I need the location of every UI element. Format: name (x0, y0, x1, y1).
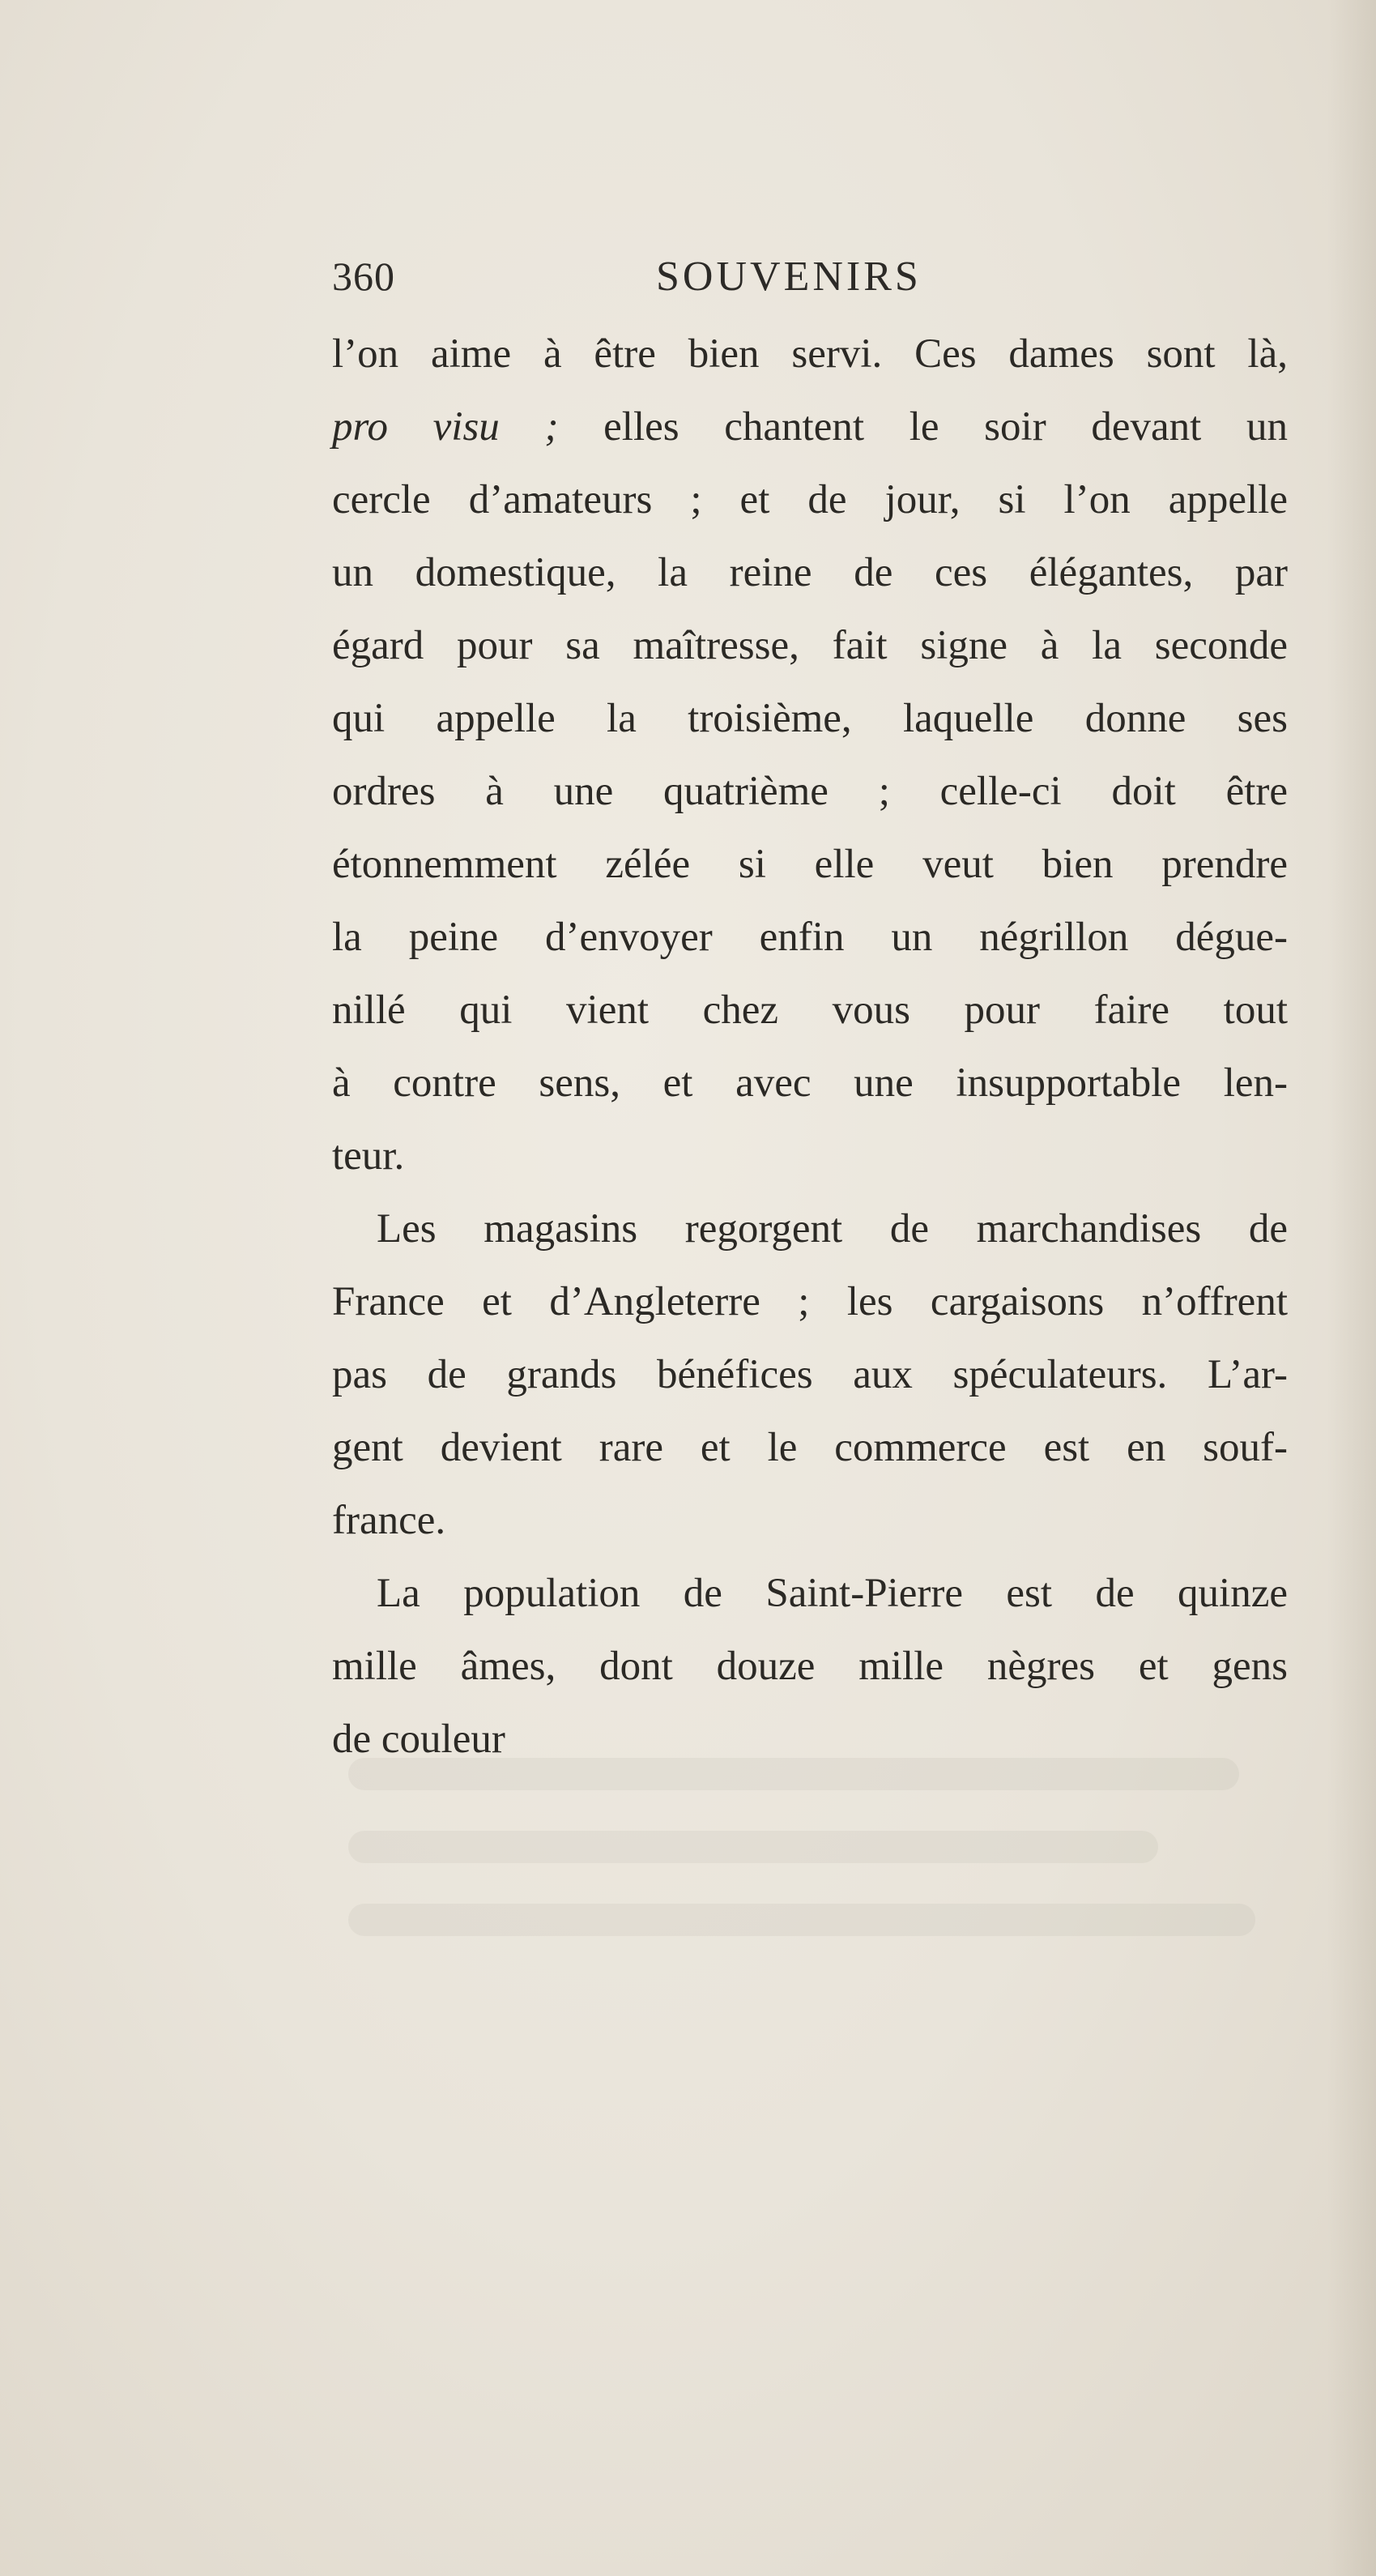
text-line: france. (332, 1498, 446, 1543)
text-line: La population de Saint-Pierre est de quinze (377, 1571, 1288, 1616)
text-line: France et d’Angleterre ; les cargaisons n’offrent (332, 1279, 1288, 1324)
text-line (332, 390, 1288, 463)
text-line: teur. (332, 1133, 405, 1179)
bleed-through-mark (348, 1904, 1255, 1936)
text-line: égard pour sa maîtresse, fait signe à la seconde (332, 623, 1288, 668)
bleed-through-mark (348, 1758, 1239, 1790)
page-number: 360 (332, 254, 395, 299)
bleed-through-mark (348, 1831, 1158, 1863)
text-line-rest: elles chantent le soir devant un (558, 404, 1288, 450)
text-line: nillé qui vient chez vous pour faire tout (332, 987, 1288, 1033)
running-head (332, 253, 1288, 309)
text-line: mille âmes, dont douze mille nègres et gens (332, 1644, 1288, 1689)
text-line: Les magasins regorgent de marchandises de (377, 1206, 1288, 1252)
body-text (332, 318, 1288, 1776)
text-line: ordres à une quatrième ; celle-ci doit être (332, 769, 1288, 814)
text-line: étonnemment zélée si elle veut bien prendre (332, 842, 1288, 887)
italic-phrase: pro visu ; (332, 404, 559, 450)
text-line: à contre sens, et avec une insupportable len- (332, 1060, 1288, 1106)
text-line: cercle d’amateurs ; et de jour, si l’on appelle (332, 477, 1288, 522)
text-line: de couleur (332, 1717, 505, 1762)
text-line: pas de grands bénéfices aux spéculateurs. L’ar- (332, 1352, 1288, 1397)
text-line: l’on aime à être bien servi. Ces dames sont là, (332, 331, 1288, 377)
text-line: gent devient rare et le commerce est en souf- (332, 1425, 1288, 1470)
text-line: qui appelle la troisième, laquelle donne ses (332, 696, 1288, 741)
running-title: SOUVENIRS (656, 254, 922, 300)
text-line: la peine d’envoyer enfin un négrillon dégue- (332, 915, 1288, 960)
text-line: un domestique, la reine de ces élégantes, par (332, 550, 1288, 595)
